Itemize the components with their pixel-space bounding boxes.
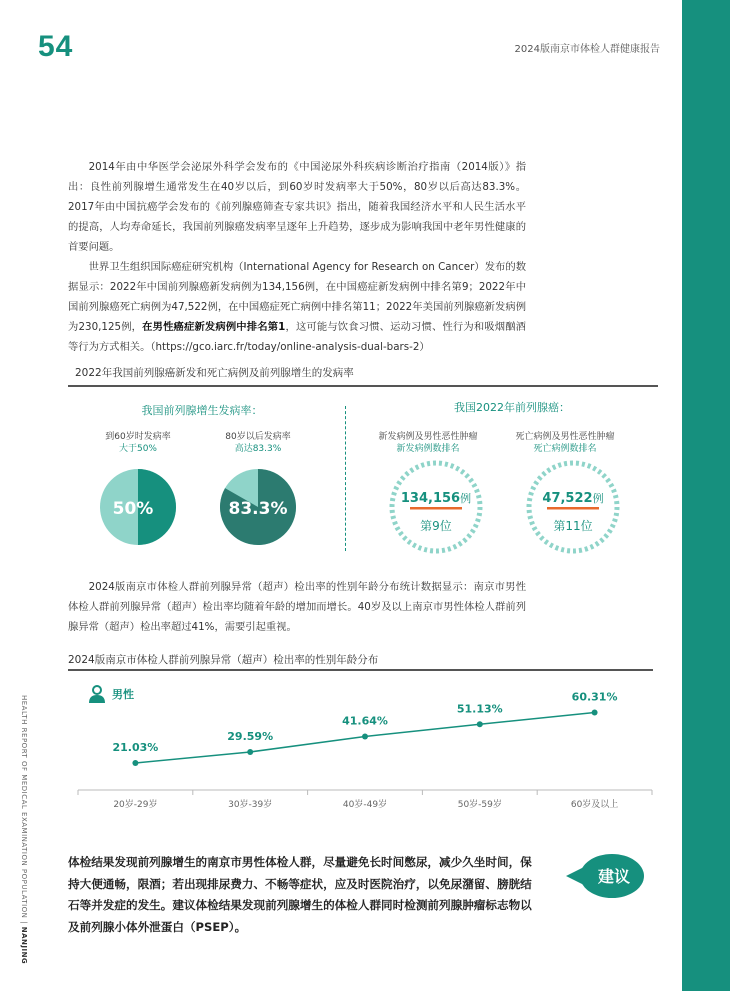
data-label: 51.13% — [456, 702, 503, 716]
line-chart-plot — [78, 690, 652, 810]
report-title: 2024版南京市体检人群健康报告 — [514, 44, 660, 55]
side-text-en: HEALTH REPORT OF MEDICAL EXAMINATION POPULATION — [20, 695, 28, 919]
badge2-label-sub: 死亡病例数排名 — [533, 444, 597, 454]
data-point — [362, 733, 368, 739]
data-label: 60.31% — [571, 690, 618, 704]
x-tick-label: 40岁-49岁 — [342, 800, 388, 810]
badge2-rank: 第11位 — [553, 519, 593, 533]
data-label: 41.64% — [342, 714, 388, 728]
section1-title: 2022年我国前列腺癌新发和死亡病例及前列腺增生的发病率 — [75, 367, 354, 379]
x-tick-label: 30岁-39岁 — [228, 800, 273, 810]
x-tick-label: 20岁-29岁 — [113, 800, 158, 810]
badge1-number-unit: 例 — [460, 492, 472, 505]
advice-badge — [558, 846, 658, 906]
paragraph-2-text-b: ，这可能与饮食习惯、运动习惯、性行为和吸烟酗酒等行为方式相关。（https://gco.iarc.fr/today/online-analysis-dual-bars-2） — [68, 321, 526, 353]
right-panel-title: 我国2022年前列腺癌： — [454, 401, 570, 414]
badge2-number-value: 47,522 — [542, 491, 593, 506]
badge2-label-text: 死亡病例及男性恶性肿瘤 — [515, 432, 615, 442]
badge1-number-value: 134,156 — [400, 491, 461, 506]
data-point — [247, 749, 253, 755]
paragraph-3: 2024版南京市体检人群前列腺异常（超声）检出率的性别年龄分布统计数据显示：南京市男性体检人群前列腺异常（超声）检出率均随着年龄的增加而增长。40岁及以上南京市男性体检人群前列腺异常（超声）检出率超过41%，需要引起重视。 — [68, 581, 526, 633]
badge1-label-text: 新发病例及男性恶性肿瘤 — [378, 432, 478, 442]
x-tick-label: 60岁及以上 — [570, 800, 619, 810]
series-label: 男性 — [112, 688, 134, 701]
pie1-label-sub: 大于50% — [118, 444, 157, 454]
side-text-sep: | — [20, 921, 28, 924]
badge2-number-unit: 例 — [592, 492, 604, 505]
advice-badge-label: 建议 — [597, 867, 631, 886]
pie2-label-text: 80岁以后发病率 — [225, 432, 291, 442]
page-number: 54 — [38, 30, 74, 63]
badge1-rank: 第9位 — [420, 519, 452, 533]
side-text-city: NANJING — [20, 926, 28, 965]
pie2-value: 83.3% — [228, 499, 288, 519]
paragraph-2-text-a: 世界卫生组织国际癌症研究机构（International Agency for Research on Cancer）发布的数据显示：2022年中国前列腺癌新发病例为134,156例，在中国癌症新发病例中排名第9；2022年中国前列腺癌死亡病例为47,522例，在中国癌症死亡病例中排名第11；2022年美国前列腺癌新发病例为230,125例， — [68, 261, 526, 333]
x-tick-label: 50岁-59岁 — [457, 800, 502, 810]
pie1-value: 50% — [112, 499, 154, 519]
data-label: 29.59% — [227, 729, 274, 743]
data-label: 21.03% — [112, 740, 159, 754]
section2-title: 2024版南京市体检人群前列腺异常（超声）检出率的性别年龄分布 — [68, 654, 379, 666]
data-point — [132, 760, 138, 766]
paragraph-1: 2014年由中华医学会泌尿外科学会发布的《中国泌尿外科疾病诊断治疗指南（2014版）》指出：良性前列腺增生通常发生在40岁以后，到60岁时发病率大于50%，80岁以后高达83.3%。2017年由中国抗癌学会发布的《前列腺癌筛查专家共识》指出，随着我国经济水平和人民生活水平的提高，人均寿命延长，我国前列腺癌发病率呈逐年上升趋势，逐步成为影响我国中老年男性健康的首要问题。 — [68, 161, 526, 253]
data-point — [592, 709, 598, 715]
data-point — [477, 721, 483, 727]
pie1-label-text: 到60岁时发病率 — [105, 432, 171, 442]
pie2-label-sub: 高达83.3% — [234, 444, 282, 454]
advice-text: 体检结果发现前列腺增生的南京市男性体检人群，尽量避免长时间憋尿，减少久坐时间，保持大便通畅，限酒；若出现排尿费力、不畅等症状，应及时医院治疗，以免尿潴留、膀胱结石等并发症的发生。建议体检结果发现前列腺增生的体检人群同时检测前列腺肿瘤标志物以及前列腺小体外泄蛋白（PSEP）。 — [68, 855, 532, 934]
badge1-label-sub: 新发病例数排名 — [396, 444, 460, 454]
left-panel-title: 我国前列腺增生发病率： — [141, 404, 263, 417]
paragraph-2-bold: 在男性癌症新发病例中排名第1 — [142, 321, 286, 333]
